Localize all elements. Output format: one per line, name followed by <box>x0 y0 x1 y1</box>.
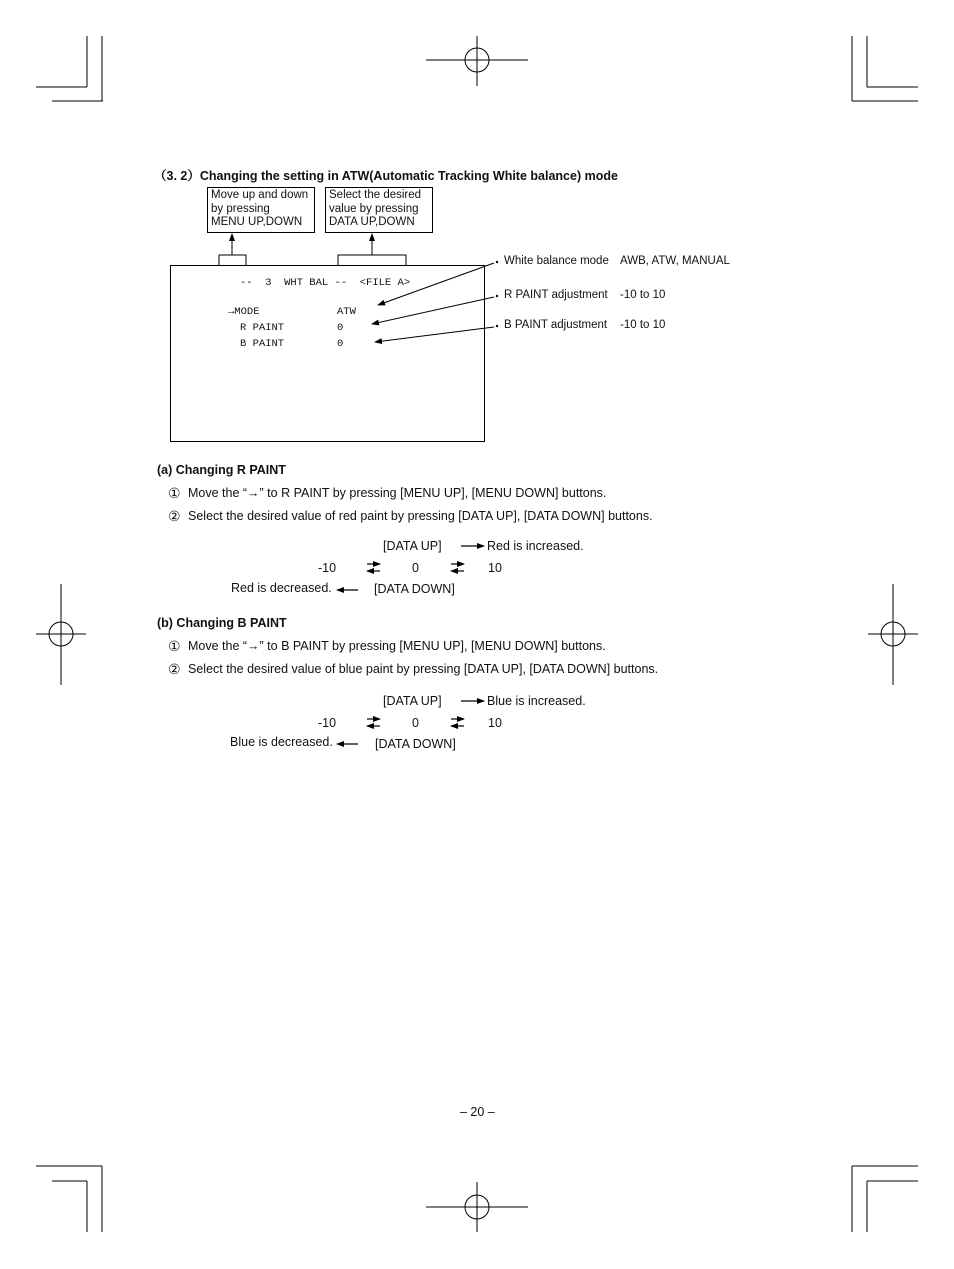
mode-value: ATW <box>337 306 356 318</box>
a-exchange-arrows-2 <box>451 564 464 571</box>
b-data-down-label: [DATA DOWN] <box>375 737 456 751</box>
callout-line: DATA UP,DOWN <box>329 216 415 228</box>
section-b-step-2: Select the desired value of blue paint by pressing [DATA UP], [DATA DOWN] buttons. <box>188 662 659 676</box>
step-number: ② <box>168 508 181 524</box>
callout-line: MENU UP,DOWN <box>211 216 303 228</box>
r-paint-adjustment-range: -10 to 10 <box>620 289 666 301</box>
r-paint-label: R PAINT <box>240 322 285 334</box>
b-data-up-label: [DATA UP] <box>383 694 442 708</box>
a-value-max: 10 <box>488 561 502 575</box>
b-paint-value: 0 <box>337 338 344 350</box>
b-down-result: Blue is decreased. <box>230 735 333 749</box>
step-number: ① <box>168 638 181 654</box>
b-paint-adjustment-range: -10 to 10 <box>620 319 666 331</box>
white-balance-mode-label: White balance mode <box>504 255 609 267</box>
r-paint-adjustment-label: R PAINT adjustment <box>504 289 608 301</box>
section-a-step-1: Move the “→” to R PAINT by pressing [MENU UP], [MENU DOWN] buttons. <box>188 486 607 500</box>
white-balance-mode-range: AWB, ATW, MANUAL <box>620 255 730 267</box>
b-paint-adjustment-label: B PAINT adjustment <box>504 319 608 331</box>
a-down-result: Red is decreased. <box>231 581 332 595</box>
b-value-max: 10 <box>488 716 502 730</box>
callout-line: Select the desired <box>329 189 422 201</box>
section-title: （3. 2）Changing the setting in ATW(Automatic Tracking White balance) mode <box>154 169 618 183</box>
screen-title: -- 3 WHT BAL -- <FILE A> <box>240 277 411 289</box>
a-value-min: -10 <box>318 561 337 575</box>
a-data-down-label: [DATA DOWN] <box>374 582 455 596</box>
section-b-heading: (b) Changing B PAINT <box>157 616 287 630</box>
b-exchange-arrows-1 <box>367 719 380 726</box>
a-exchange-arrows-1 <box>367 564 380 571</box>
b-value-mid: 0 <box>412 716 419 730</box>
callout-line: by pressing <box>211 202 270 215</box>
step-number: ② <box>168 661 181 677</box>
callout-line: Move up and down <box>211 189 309 201</box>
b-value-min: -10 <box>318 716 337 730</box>
b-exchange-arrows-2 <box>451 719 464 726</box>
b-up-result: Blue is increased. <box>487 694 586 708</box>
r-paint-value: 0 <box>337 322 344 334</box>
a-data-up-label: [DATA UP] <box>383 539 442 553</box>
callout-line: value by pressing <box>329 202 419 215</box>
section-a-step-2: Select the desired value of red paint by pressing [DATA UP], [DATA DOWN] buttons. <box>188 509 653 523</box>
a-up-result: Red is increased. <box>487 539 584 553</box>
a-value-mid: 0 <box>412 561 419 575</box>
step-number: ① <box>168 485 181 501</box>
section-b-step-1: Move the “→” to B PAINT by pressing [MENU UP], [MENU DOWN] buttons. <box>188 639 606 653</box>
b-paint-label: B PAINT <box>240 338 285 350</box>
page-number: – 20 – <box>460 1105 495 1119</box>
mode-label: →MODE <box>228 306 260 318</box>
section-a-heading: (a) Changing R PAINT <box>157 463 286 477</box>
